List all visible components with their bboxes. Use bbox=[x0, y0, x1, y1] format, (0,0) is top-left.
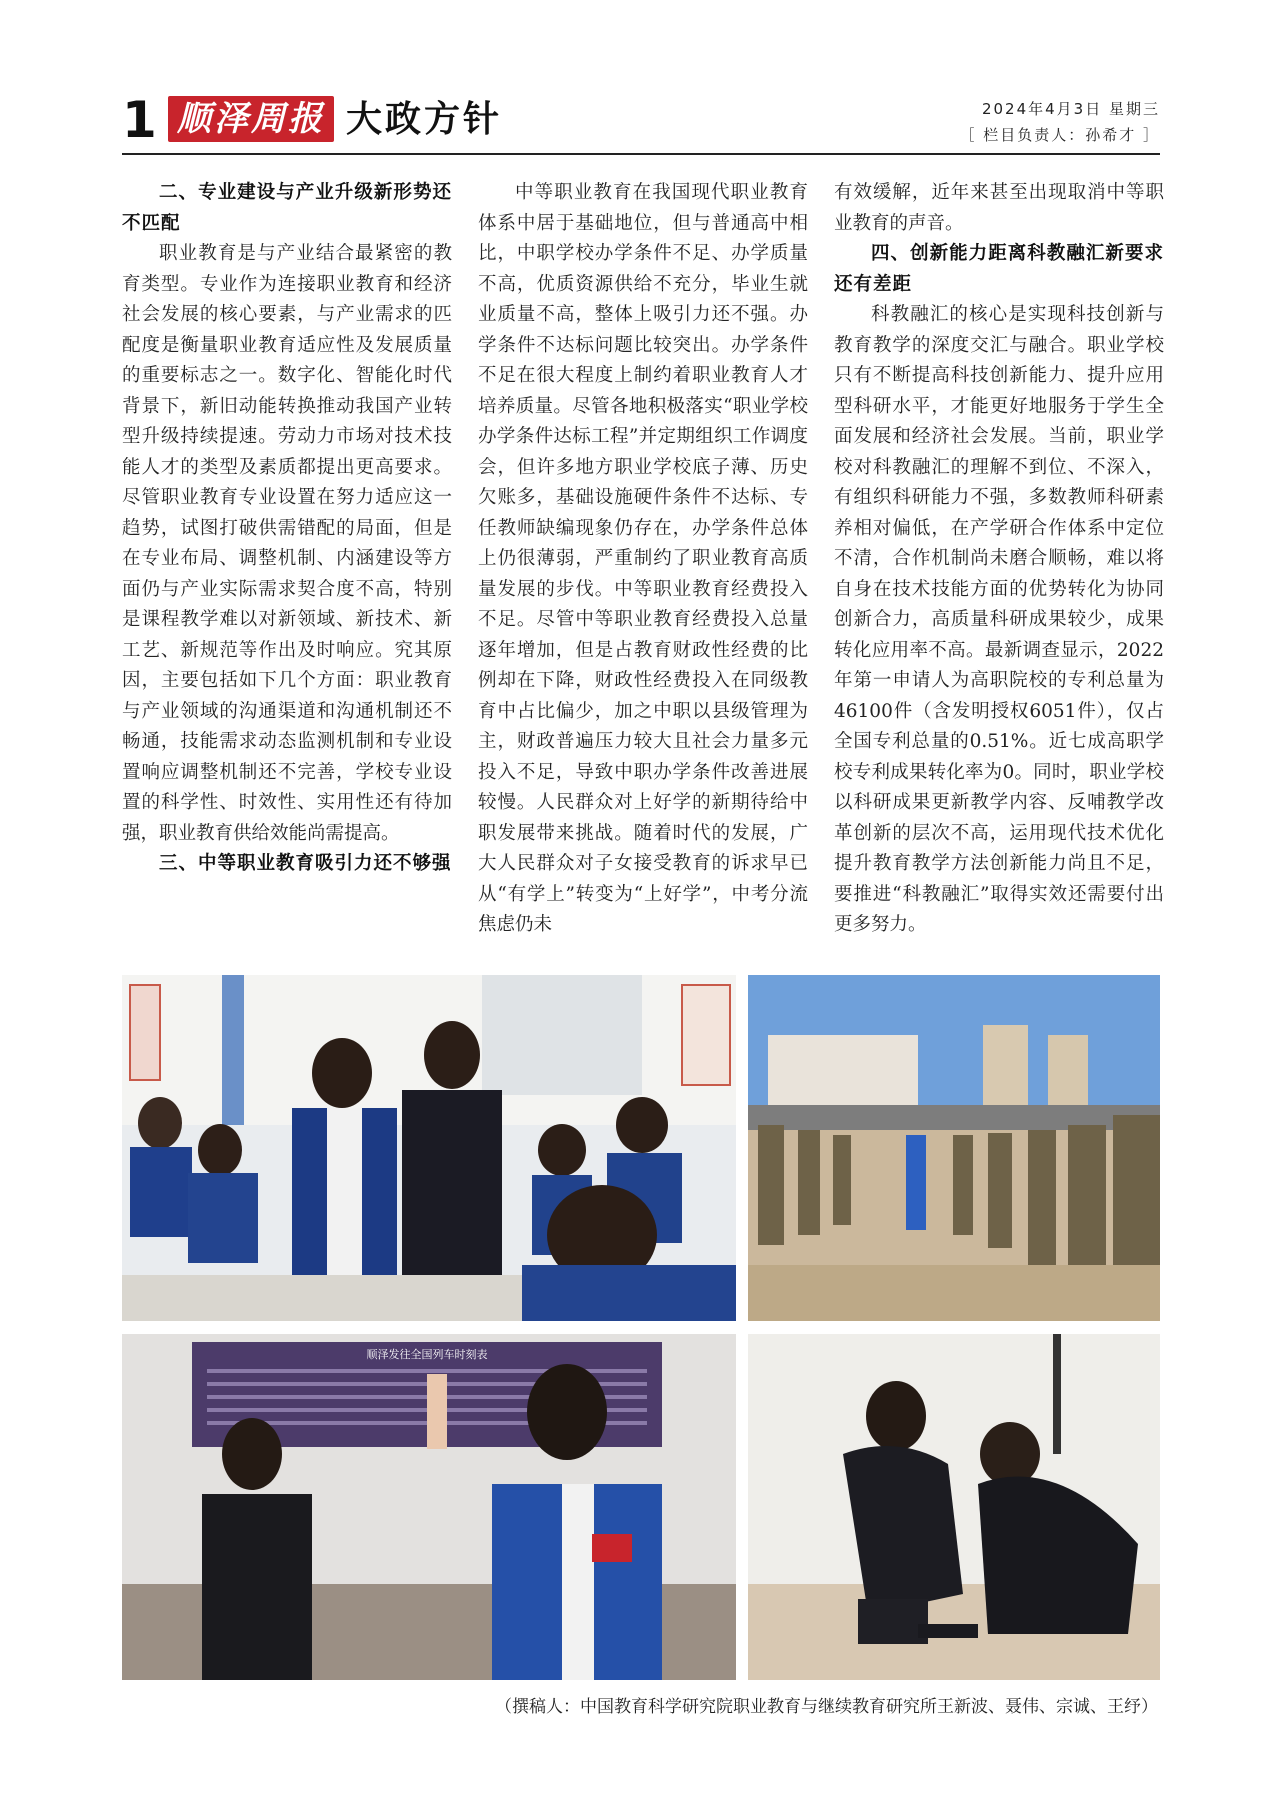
newspaper-logo: 顺泽周报 bbox=[168, 96, 334, 142]
issue-date: 2024年4月3日 星期三 bbox=[981, 100, 1160, 118]
military-training-photo bbox=[748, 975, 1160, 1321]
high-five-photo bbox=[122, 1334, 736, 1680]
section-heading-3: 三、中等职业教育吸引力还不够强 bbox=[159, 853, 452, 874]
section-heading-4: 四、创新能力距离科教融汇新要求还有差距 bbox=[834, 243, 1164, 295]
paragraph-section-4: 科教融汇的核心是实现科技创新与教育教学的深度交汇与融合。职业学校只有不断提高科技创新能力、提升应用型科研水平，才能更好地服务于学生全面发展和经济社会发展。当前，职业学校对科教融汇的理解不到位、不深入，有组织科研能力不强，多数教师科研素养相对偏低，在产学研合作体系中定位不清，合作机制尚未磨合顺畅，难以将自身在技术技能方面的优势转化为协同创新合力，高质量科研成果较少，成果转化应用率不高。最新调查显示，2022年第一申请人为高职院校的专利总量为46100件（含发明授权6051件），仅占全国专利总量的0.51%。近七成高职学校专利成果转化率为0。同时，职业学校以科研成果更新教学内容、反哺教学改革创新的层次不高，运用现代技术优化提升教育教学方法创新能力尚且不足，要推进“科教融汇”取得实效还需要付出更多努力。 bbox=[834, 304, 1164, 935]
header-rule bbox=[122, 153, 1160, 155]
classroom-photo bbox=[122, 975, 736, 1321]
article-column-2 bbox=[478, 178, 808, 941]
schedule-board-title: 顺泽发往全国列车时刻表 bbox=[366, 1348, 488, 1361]
paragraph-section-2: 职业教育是与产业结合最紧密的教育类型。专业作为连接职业教育和经济社会发展的核心要素，与产业需求的匹配度是衡量职业教育适应性及发展质量的重要标志之一。数字化、智能化时代背景下，新旧动能转换推动我国产业转型升级持续提速。劳动力市场对技术技能人才的类型及素质都提出更高要求。尽管职业教育专业设置在努力适应这一趋势，试图打破供需错配的局面，但是在专业布局、调整机制、内涵建设等方面仍与产业实际需求契合度不高，特别是课程教学难以对新领域、新技术、新工艺、新规范等作出及时响应。究其原因，主要包括如下几个方面：职业教育与产业领域的沟通渠道和沟通机制还不畅通，技能需求动态监测机制和专业设置响应调整机制还不完善，学校专业设置的科学性、时效性、实用性还有待加强，职业教育供给效能尚需提高。 bbox=[122, 243, 452, 844]
byline: （撰稿人：中国教育科学研究院职业教育与继续教育研究所王新波、聂伟、宗诚、王纾） bbox=[495, 1697, 1158, 1717]
crouching-inspection-photo bbox=[748, 1334, 1160, 1680]
editor-credit: ［ 栏目负责人：孙希才 ］ bbox=[959, 126, 1160, 144]
article-column-1 bbox=[122, 178, 452, 880]
page-number: 1 bbox=[122, 91, 157, 149]
section-title: 大政方针 bbox=[346, 99, 503, 140]
article-column-3 bbox=[834, 178, 1164, 941]
paragraph-section-3-continued: 有效缓解，近年来甚至出现取消中等职业教育的声音。 bbox=[834, 182, 1164, 234]
dateline bbox=[959, 96, 1160, 148]
section-heading-2: 二、专业建设与产业升级新形势还不匹配 bbox=[122, 182, 452, 234]
paragraph-section-3: 中等职业教育在我国现代职业教育体系中居于基础地位，但与普通高中相比，中职学校办学条件不足、办学质量不高，优质资源供给不充分，毕业生就业质量不高，整体上吸引力还不强。办学条件不达标问题比较突出。办学条件不足在很大程度上制约着职业教育人才培养质量。尽管各地积极落实“职业学校办学条件达标工程”并定期组织工作调度会，但许多地方职业学校底子薄、历史欠账多，基础设施硬件条件不达标、专任教师缺编现象仍存在，办学条件总体上仍很薄弱，严重制约了职业教育高质量发展的步伐。中等职业教育经费投入不足。尽管中等职业教育经费投入总量逐年增加，但是占教育财政性经费的比例却在下降，财政性经费投入在同级教育中占比偏少，加之中职以县级管理为主，财政普遍压力较大且社会力量多元投入不足，导致中职办学条件改善进展较慢。人民群众对上好学的新期待给中职发展带来挑战。随着时代的发展，广大人民群众对子女接受教育的诉求早已从“有学上”转变为“上好学”，中考分流焦虑仍未 bbox=[478, 182, 808, 935]
